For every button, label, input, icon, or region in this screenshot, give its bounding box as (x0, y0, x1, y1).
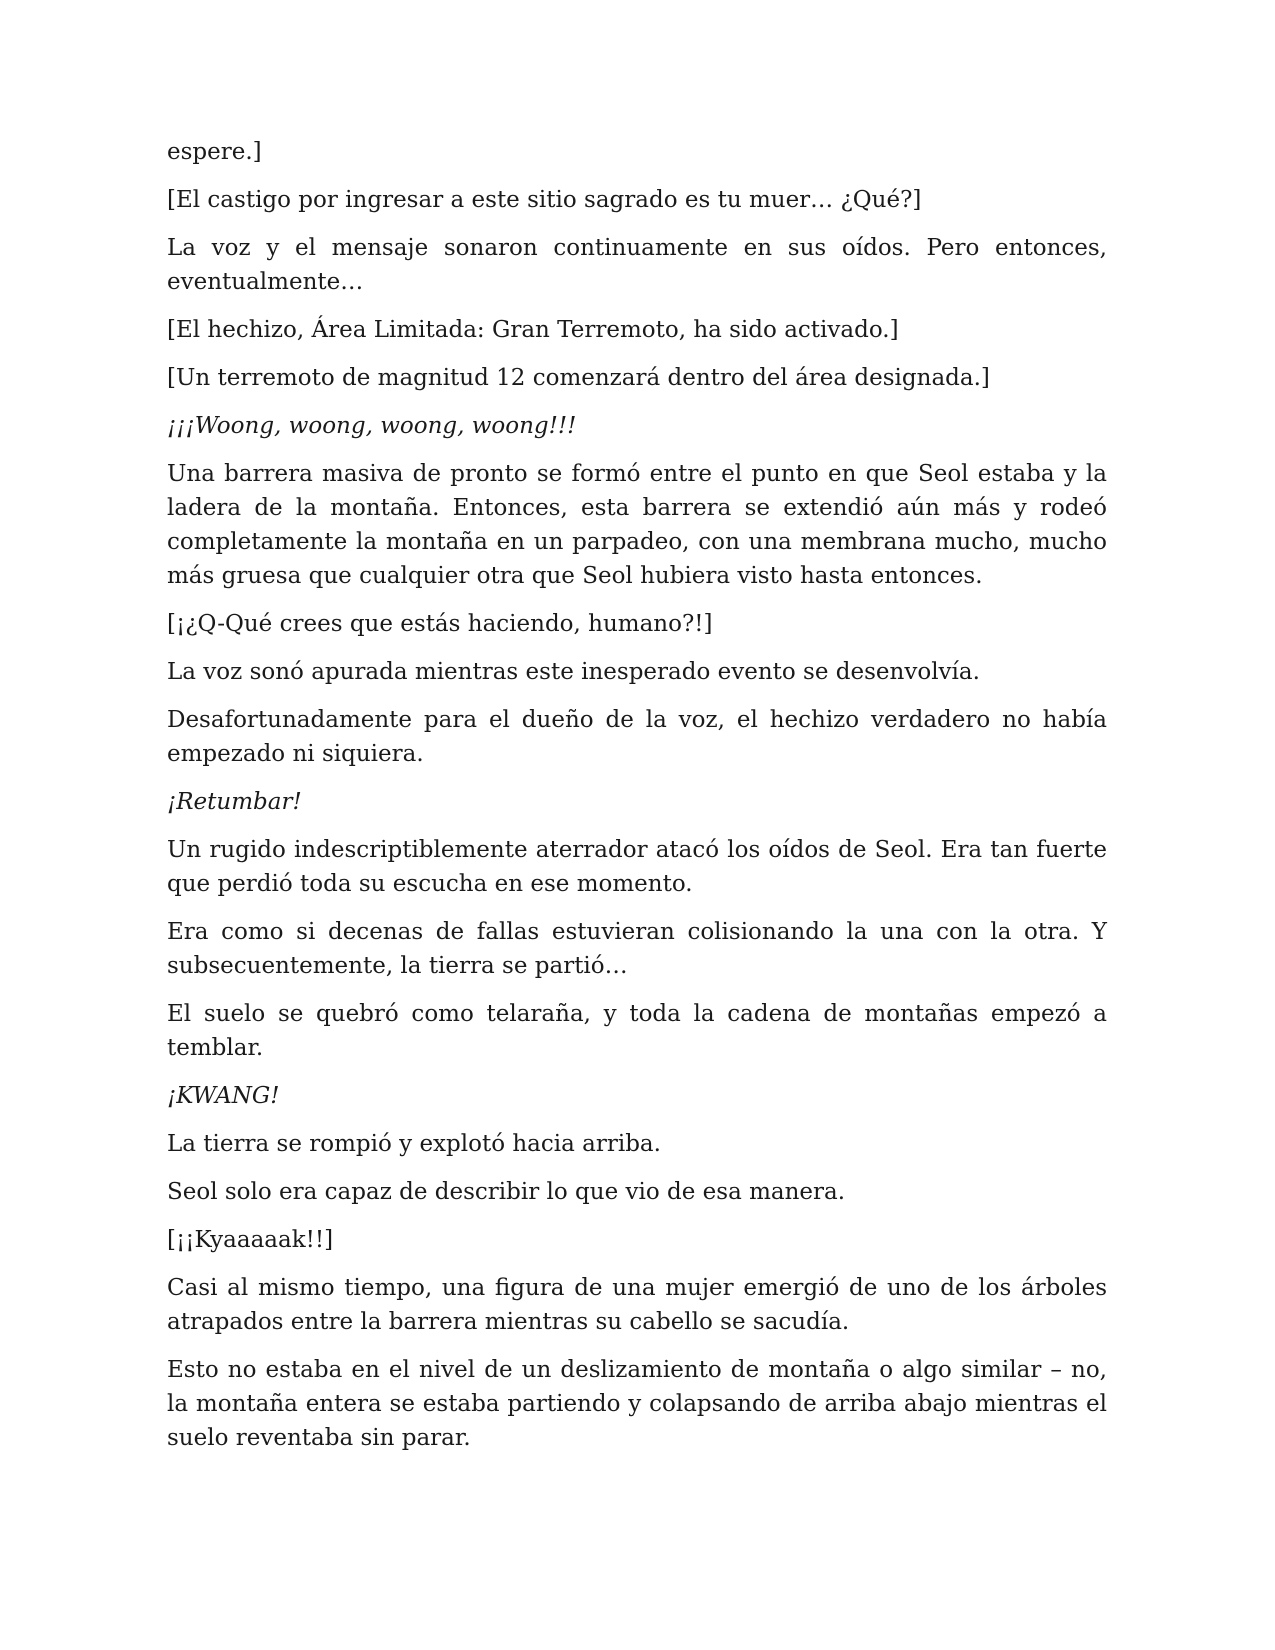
paragraph: Una barrera masiva de pronto se formó entre el punto en que Seol estaba y la ladera de la montaña. Entonces, esta barrera se extendió aún más y rodeó completamente la montaña en un parpadeo, con una membrana mucho, mucho más gruesa que cualquier otra que Seol hubiera visto hasta entonces. (167, 461, 1107, 589)
sound-effect-paragraph: ¡¡¡Woong, woong, woong, woong!!! (167, 413, 577, 439)
paragraph: [Un terremoto de magnitud 12 comenzará dentro del área designada.] (167, 365, 990, 391)
paragraph: [¡¿Q-Qué crees que estás haciendo, humano?!] (167, 611, 713, 637)
paragraph: Casi al mismo tiempo, una figura de una mujer emergió de uno de los árboles atrapados entre la barrera mientras su cabello se sacudía. (167, 1275, 1107, 1335)
paragraph: [¡¡Kyaaaaak!!] (167, 1227, 334, 1253)
paragraph: La tierra se rompió y explotó hacia arriba. (167, 1131, 661, 1157)
sound-effect-paragraph: ¡Retumbar! (167, 789, 302, 815)
paragraph: Seol solo era capaz de describir lo que vio de esa manera. (167, 1179, 846, 1205)
sound-effect-paragraph: ¡KWANG! (167, 1083, 280, 1109)
paragraph: espere.] (167, 139, 262, 165)
paragraph: Desafortunadamente para el dueño de la voz, el hechizo verdadero no había empezado ni siquiera. (167, 707, 1107, 767)
page-body (167, 135, 1107, 1455)
paragraph: Esto no estaba en el nivel de un deslizamiento de montaña o algo similar – no, la montaña entera se estaba partiendo y colapsando de arriba abajo mientras el suelo reventaba sin parar. (167, 1357, 1107, 1451)
paragraph: El suelo se quebró como telaraña, y toda la cadena de montañas empezó a temblar. (167, 1001, 1107, 1061)
paragraph: [El hechizo, Área Limitada: Gran Terremoto, ha sido activado.] (167, 317, 899, 343)
paragraph: La voz y el mensaje sonaron continuamente en sus oídos. Pero entonces, eventualmente… (167, 235, 1107, 295)
paragraph: Un rugido indescriptiblemente aterrador atacó los oídos de Seol. Era tan fuerte que perdió toda su escucha en ese momento. (167, 837, 1107, 897)
paragraph: [El castigo por ingresar a este sitio sagrado es tu muer… ¿Qué?] (167, 187, 922, 213)
paragraph: Era como si decenas de fallas estuvieran colisionando la una con la otra. Y subsecuentemente, la tierra se partió… (167, 919, 1107, 979)
paragraph: La voz sonó apurada mientras este inesperado evento se desenvolvía. (167, 659, 980, 685)
